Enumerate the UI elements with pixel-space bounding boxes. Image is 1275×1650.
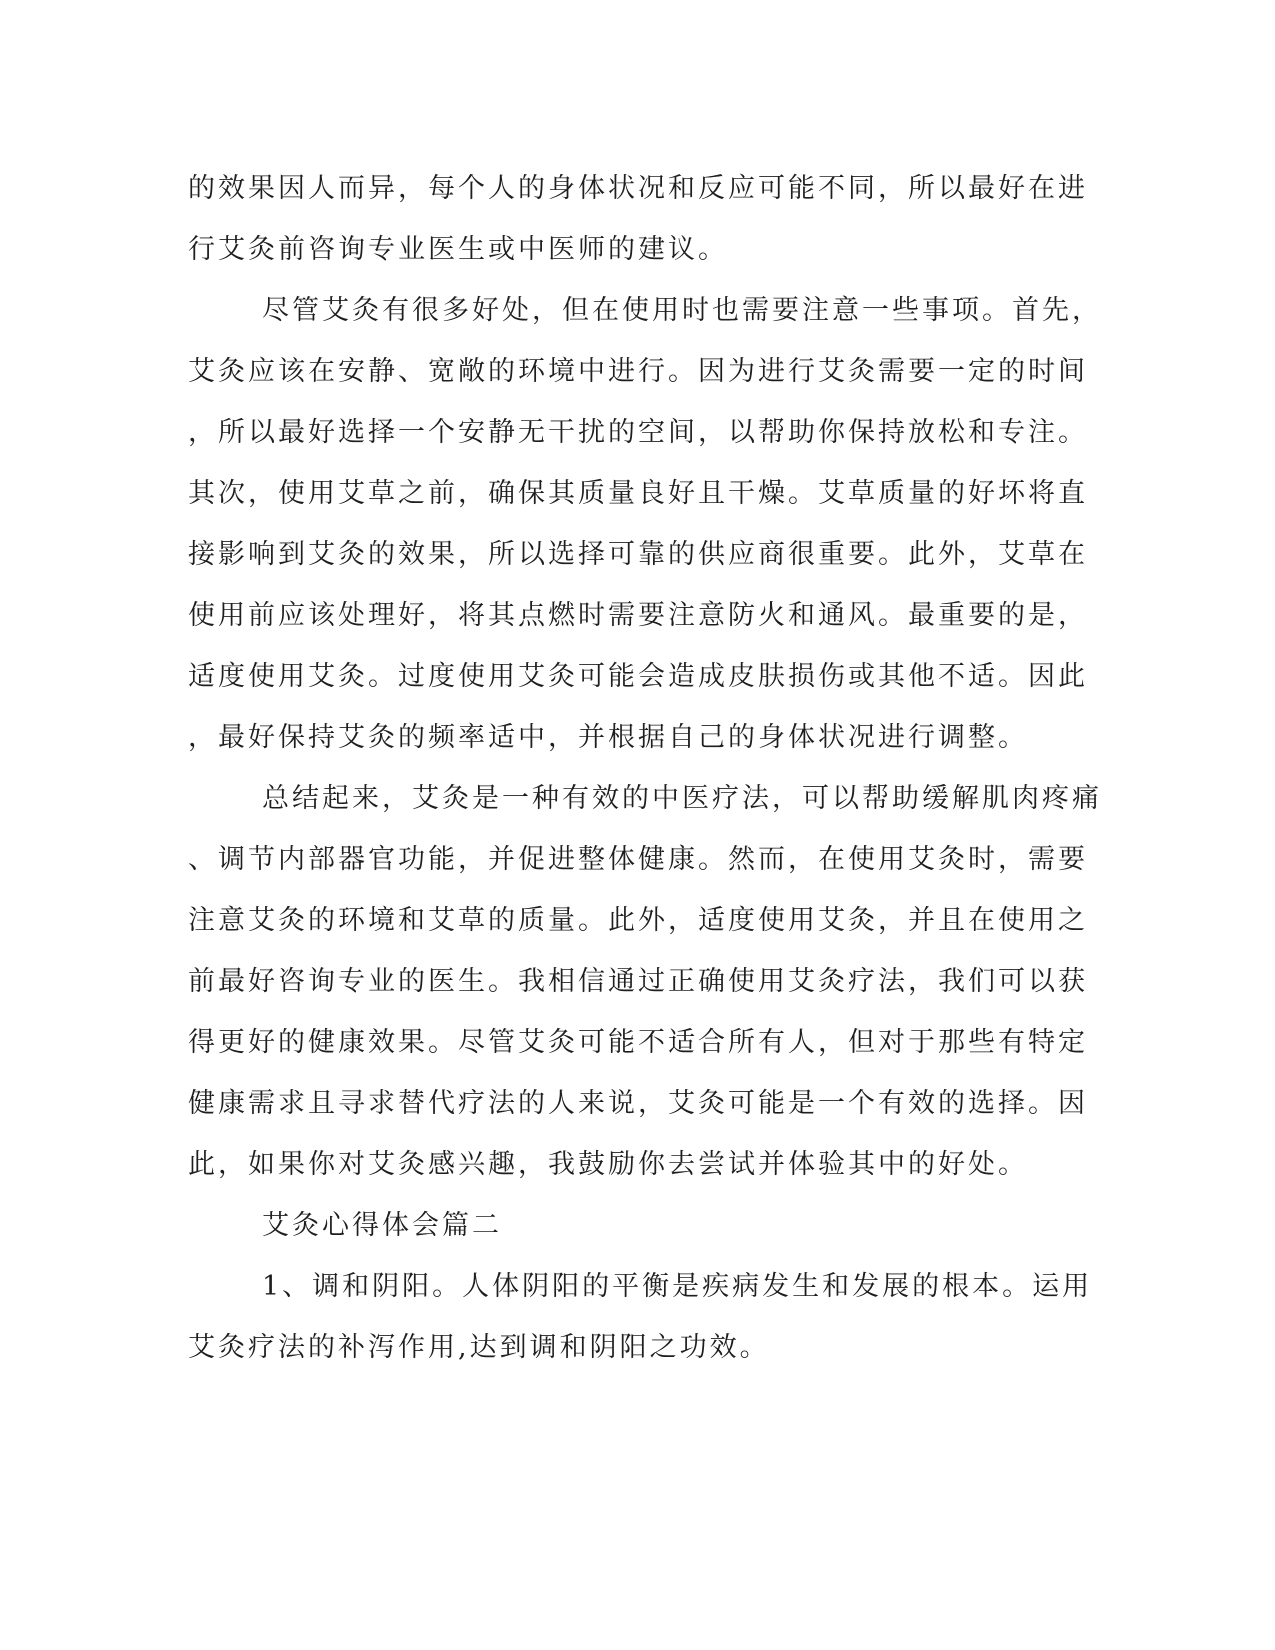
text-line-5: ，所以最好选择一个安静无干扰的空间，以帮助你保持放松和专注。: [188, 417, 1088, 448]
text-line-17: 此，如果你对艾灸感兴趣，我鼓励你去尝试并体验其中的好处。: [188, 1149, 1028, 1180]
text-line-8: 使用前应该处理好，将其点燃时需要注意防火和通风。最重要的是，: [188, 600, 1088, 631]
text-line-11: 总结起来，艾灸是一种有效的中医疗法，可以帮助缓解肌肉疼痛: [262, 783, 1102, 814]
text-line-7: 接影响到艾灸的效果，所以选择可靠的供应商很重要。此外，艾草在: [188, 539, 1088, 570]
text-line-9: 适度使用艾灸。过度使用艾灸可能会造成皮肤损伤或其他不适。因此: [188, 661, 1088, 692]
section-heading: 艾灸心得体会篇二: [262, 1210, 502, 1241]
text-line-14: 前最好咨询专业的医生。我相信通过正确使用艾灸疗法，我们可以获: [188, 966, 1088, 997]
text-line-15: 得更好的健康效果。尽管艾灸可能不适合所有人，但对于那些有特定: [188, 1027, 1088, 1058]
text-line-20: 艾灸疗法的补泻作用,达到调和阴阳之功效。: [188, 1332, 770, 1363]
text-line-16: 健康需求且寻求替代疗法的人来说，艾灸可能是一个有效的选择。因: [188, 1088, 1088, 1119]
body-text: [188, 158, 1102, 1378]
text-line-13: 注意艾灸的环境和艾草的质量。此外，适度使用艾灸，并且在使用之: [188, 905, 1088, 936]
text-line-19: 1、调和阴阳。人体阴阳的平衡是疾病发生和发展的根本。运用: [262, 1271, 1093, 1302]
text-line-10: ，最好保持艾灸的频率适中，并根据自己的身体状况进行调整。: [188, 722, 1028, 753]
text-line-6: 其次，使用艾草之前，确保其质量良好且干燥。艾草质量的好坏将直: [188, 478, 1088, 509]
text-line-12: 、调节内部器官功能，并促进整体健康。然而，在使用艾灸时，需要: [188, 844, 1088, 875]
text-line-3: 尽管艾灸有很多好处，但在使用时也需要注意一些事项。首先，: [262, 295, 1102, 326]
text-line-1: 的效果因人而异，每个人的身体状况和反应可能不同，所以最好在进: [188, 173, 1088, 204]
text-line-2: 行艾灸前咨询专业医生或中医师的建议。: [188, 234, 728, 265]
text-line-4: 艾灸应该在安静、宽敞的环境中进行。因为进行艾灸需要一定的时间: [188, 356, 1088, 387]
